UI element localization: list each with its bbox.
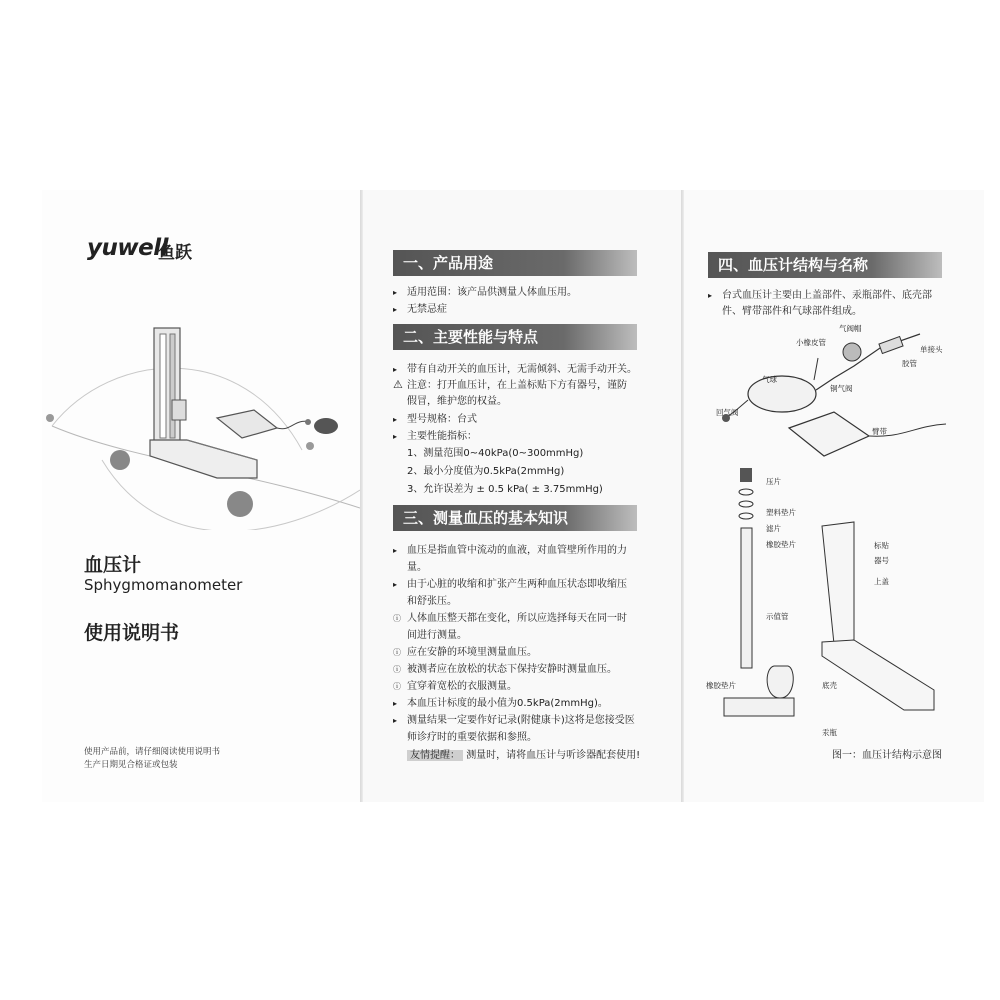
sec2-line-2 [393,376,627,391]
sec1-line-2 [393,300,447,315]
sec3-text-6: 宜穿着宽松的衣服测量。 [407,681,517,692]
label-plastic-pad: 塑料垫片 [766,508,796,517]
label-top-cover: 上盖 [874,577,889,586]
label-small-tube: 小橡皮管 [796,338,826,347]
sec2-text-3: 型号规格：台式 [407,414,477,425]
sec3-text-8a: 测量结果一定要作好记录(附健康卡)这将是您接受医 [407,715,635,726]
sec1-text-2: 无禁忌症 [407,304,447,315]
sec3-text-7: 本血压计标度的最小值为0.5kPa(2mmHg)。 [407,698,608,709]
label-base-shell: 底壳 [822,681,837,690]
label-rubber-pad-top: 橡胶垫片 [766,540,796,549]
sec3-line-5 [393,660,617,675]
warning-icon: ⚠ [393,378,403,391]
sec3-text-8b: 师诊疗时的重要依据和参照。 [407,732,537,743]
footer-note-2: 生产日期见合格证或包装 [84,760,178,770]
label-filter: 滤片 [766,524,781,533]
sec2-text-2a: 注意：打开血压计，在上盖标贴下方有器号，谨防 [407,380,627,391]
bullet-icon: ▸ [393,415,398,424]
sec3-line-1 [393,541,627,556]
product-title-en: Sphygmomanometer [84,576,243,594]
sec4-line-1 [708,286,932,301]
right-panel [684,190,984,802]
sec2-text-5: 1、测量范围0~40kPa(0~300mmHg) [407,448,584,459]
sec3-text-2b: 和舒张压。 [407,596,457,607]
section-heading-4: 四、血压计结构与名称 [708,252,942,278]
tip-label: 友情提醒： [407,750,463,761]
sec4-text-1a: 台式血压计主要由上盖部件、汞瓶部件、底壳部 [722,290,932,301]
sec2-text-1: 带有自动开关的血压计，无需倾斜、无需手动开关。 [407,364,637,375]
info-circle-icon: ⓘ [393,682,401,691]
tip-text: 测量时，请将血压计与听诊器配套使用! [466,750,641,761]
bullet-icon: ▸ [393,580,398,589]
info-circle-icon: ⓘ [393,648,401,657]
sec3-line-3 [393,609,627,624]
sec4-text-1b: 件、臂带部件和气球部件组成。 [722,306,862,317]
label-bulb: 气球 [762,375,777,384]
section-heading-2: 二、主要性能与特点 [393,324,637,350]
label-rubber-pad-bottom: 橡胶垫片 [706,681,736,690]
bullet-icon: ▸ [708,291,713,300]
sec3-text-3b: 间进行测量。 [407,630,467,641]
info-circle-icon: ⓘ [393,665,401,674]
friendly-tip [407,746,640,761]
bullet-icon: ▸ [393,699,398,708]
sec2-line-1 [393,360,637,375]
section-heading-1: 一、产品用途 [393,250,637,276]
label-copper-valve: 铜气阀 [830,384,853,393]
sec2-text-2b: 假冒，维护您的权益。 [407,396,507,407]
sec2-line-3 [393,410,477,425]
label-hose: 胶管 [902,359,917,368]
sec3-line-8 [393,711,635,726]
label-serial: 器号 [874,556,889,565]
label-valve-cap: 气阀帽 [839,324,862,333]
brand-logo-cn: 鱼跃 [158,243,192,263]
bullet-icon: ▸ [393,432,398,441]
sec2-text-6: 2、最小分度值为0.5kPa(2mmHg) [407,466,565,477]
label-mercury-bottle: 汞瓶 [822,728,837,737]
sec3-text-4: 应在安静的环境里测量血压。 [407,647,537,658]
sec3-text-2a: 由于心脏的收缩和扩张产生两种血压状态即收缩压 [407,579,627,590]
label-glass-tube: 示值管 [766,612,789,621]
bullet-icon: ▸ [393,288,398,297]
info-circle-icon: ⓘ [393,614,401,623]
label-sticker: 标贴 [874,541,889,550]
sec2-text-4: 主要性能指标： [407,431,477,442]
sec3-text-5: 被测者应在放松的状态下保持安静时测量血压。 [407,664,617,675]
figure-caption: 图一：血压计结构示意图 [832,750,942,761]
sec3-line-4 [393,643,537,658]
label-single-joint: 单接头 [920,345,943,354]
bullet-icon: ▸ [393,305,398,314]
sec3-text-3a: 人体血压整天都在变化，所以应选择每天在同一时 [407,613,627,624]
sec3-text-1a: 血压是指血管中流动的血液，对血管壁所作用的力 [407,545,627,556]
sec1-line-1 [393,283,577,298]
label-press-plate: 压片 [766,477,781,486]
bullet-icon: ▸ [393,546,398,555]
sec2-line-4 [393,427,477,442]
brand-logo: yuwell [87,235,168,261]
label-cuff: 臂带 [872,427,887,436]
bullet-icon: ▸ [393,365,398,374]
footer-note-1: 使用产品前，请仔细阅读使用说明书 [84,747,221,757]
sec2-text-7: 3、允许误差为 ± 0.5 kPa( ± 3.75mmHg) [407,484,603,495]
middle-panel [363,190,681,802]
manual-title: 使用说明书 [84,622,180,644]
sec3-line-7 [393,694,608,709]
section-heading-3: 三、测量血压的基本知识 [393,505,637,531]
sec3-line-6 [393,677,517,692]
label-return-valve: 回气阀 [716,408,739,417]
cover-panel [42,190,360,802]
sec1-text-1: 适用范围：该产品供测量人体血压用。 [407,287,577,298]
sec3-line-2 [393,575,627,590]
product-title-cn: 血压计 [84,554,142,576]
sec3-text-1b: 量。 [407,562,427,573]
product-illustration [42,310,360,530]
bullet-icon: ▸ [393,716,398,725]
